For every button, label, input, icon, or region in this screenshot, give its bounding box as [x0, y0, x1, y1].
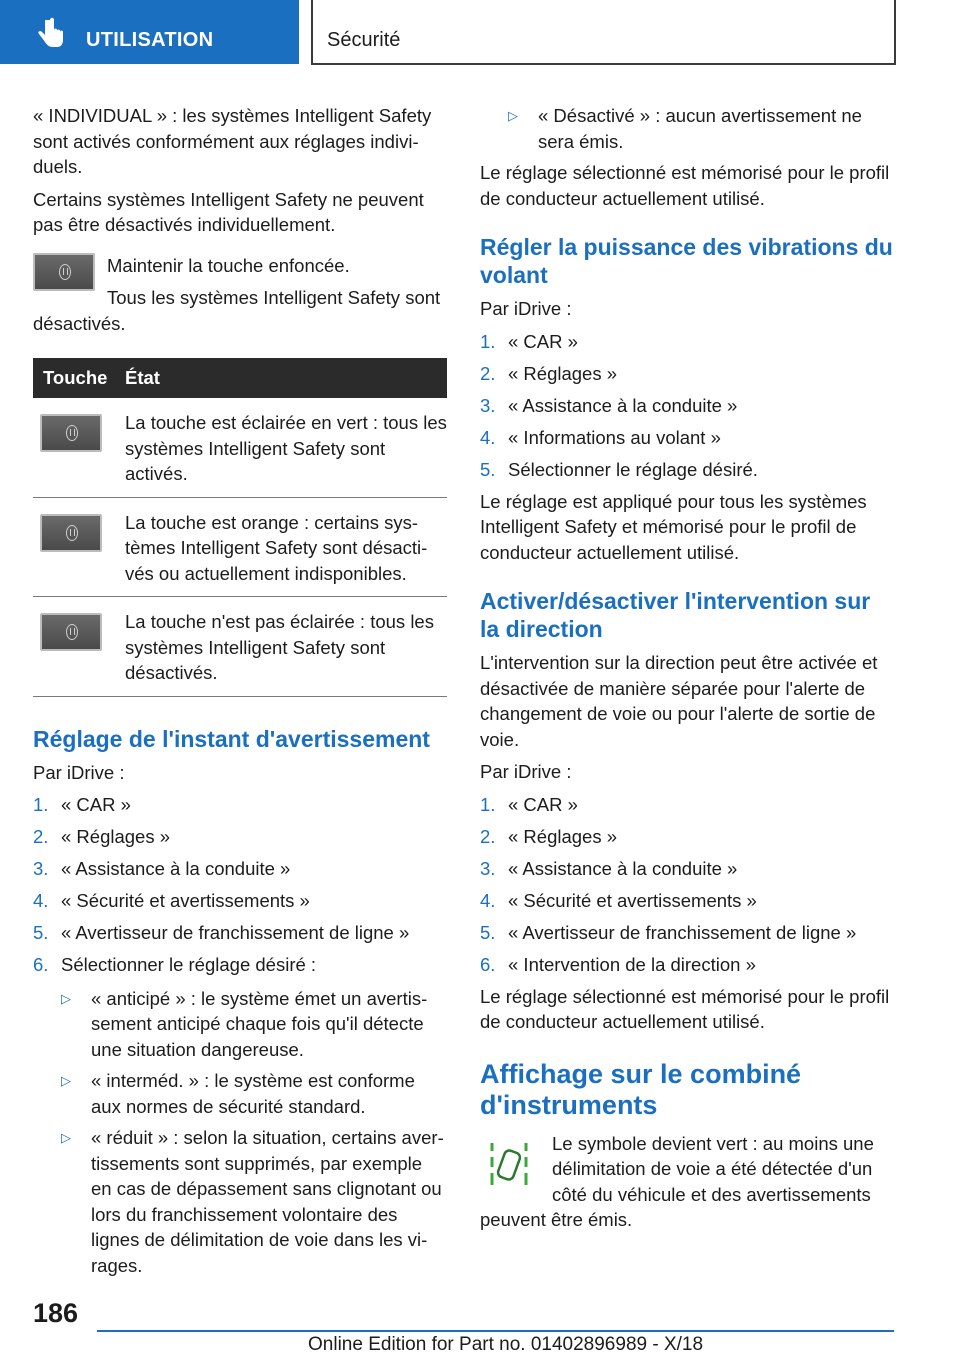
list-item: 5. « Avertisseur de franchissement de ligne » — [480, 921, 857, 943]
steps-list — [480, 792, 894, 978]
list-item: 1. « CAR » — [480, 330, 578, 352]
par-idrive-label: Par iDrive : — [33, 761, 125, 783]
button-off-icon — [40, 613, 102, 651]
list-item: 6. Sélectionner le réglage désiré : ▷ « anticipé » : le système émet un avertissement anticipé chaque fois qu'il détecte une situation dangereuse. ▷ « interméd. » : le système est conforme aux normes de sécurité standard. ▷ « réduit » : selon la situation, certains avertissements sont supprimés, par exemple en cas de dépassement sans clignotant ou lors du franchissement volontaire des lignes de délimitation de voie dans les virages. — [33, 952, 447, 1278]
paragraph-cannot-deactivate: Certains systèmes Intelligent Safety ne peuvent pas être désactivés individuellement. — [33, 188, 424, 235]
section-title: Sécurité — [327, 29, 401, 51]
chapter-tab-label: UTILISATION — [86, 29, 214, 51]
steps-list — [33, 792, 447, 1278]
list-item: 3. « Assistance à la conduite » — [480, 857, 738, 879]
triangle-bullet-icon: ▷ — [61, 1073, 71, 1088]
section-header — [311, 0, 896, 65]
heading-steering-intervention: Activer/désactiver l'intervention sur la direction — [480, 588, 871, 642]
list-item: 4. « Sécurité et avertissements » — [33, 890, 310, 911]
button-state-table — [33, 358, 447, 697]
intelligent-safety-button-icon — [33, 253, 95, 291]
table-cell-state: La touche n'est pas éclairée : tous les systèmes Intelligent Safety sont désactivés. — [125, 597, 447, 697]
saved-text-2: Le réglage sélectionné est mémorisé pour le profil de conducteur actuellement utilisé. — [480, 985, 890, 1032]
options-list — [61, 986, 447, 1279]
heading-warning-time: Réglage de l'instant d'avertissement — [33, 725, 430, 752]
table-row — [33, 597, 447, 697]
list-item: 6. « Intervention de la direction » — [480, 953, 756, 975]
intervention-text: L'intervention sur la direction peut être activée et désactivée de manière séparée pour l'alerte de changement de voie ou pour l'alerte de sortie de voie. — [480, 652, 878, 750]
option-item: ▷ « Désactivé » : aucun avertissement ne sera émis. — [508, 105, 862, 152]
applied-text: Le réglage est appliqué pour tous les systèmes Intelligent Safety et mémorisé pour le profil de conducteur actuellement utilisé. — [480, 490, 867, 563]
option-item: ▷ « réduit » : selon la situation, certains avertissements sont supprimés, par exemple en cas de dépassement sans clignotant ou lors du franchissement volontaire des lignes de délimitation de voie dans les virages. — [61, 1127, 444, 1276]
table-cell-state: La touche est éclairée en vert : tous les systèmes Intelligent Safety sont activés. — [125, 398, 447, 497]
list-item: 2. « Réglages » — [33, 826, 171, 847]
hand-pointer-icon — [36, 17, 66, 49]
triangle-bullet-icon: ▷ — [61, 990, 71, 1006]
left-column — [33, 103, 447, 1285]
option-item: ▷ « interméd. » : le système est conforme aux normes de sécurité standard. — [61, 1070, 415, 1117]
hold-button-text: Maintenir la touche enfoncée. — [107, 254, 350, 276]
symbol-green-text: Le symbole devient vert : au moins une délimitation de voie a été détectée d'un côté du véhicule et des avertissements peuvent être émis. — [480, 1132, 874, 1230]
steps-list — [480, 329, 894, 483]
heading-instrument-cluster: Affichage sur le combiné d'instruments — [480, 1058, 802, 1120]
button-green-icon — [40, 414, 102, 452]
list-item: 4. « Informations au volant » — [480, 426, 721, 448]
list-item: 1. « CAR » — [480, 793, 578, 815]
paragraph-individual: « INDIVIDUAL » : les systèmes Intelligent Safety sont activés conformément aux réglages individuels. — [33, 105, 432, 177]
table-header-touche: Touche — [33, 358, 125, 398]
par-idrive-label: Par iDrive : — [480, 298, 572, 319]
list-item: 5. Sélectionner le réglage désiré. — [480, 458, 758, 480]
lane-departure-icon — [486, 1137, 532, 1189]
heading-steering-vibration: Régler la puissance des vibrations du volant — [480, 234, 893, 288]
button-orange-icon — [40, 514, 102, 552]
lane-symbol-block — [480, 1131, 894, 1233]
option-item: ▷ « anticipé » : le système émet un avertissement anticipé chaque fois qu'il détecte une situation dangereuse. — [61, 987, 428, 1060]
footer-divider — [97, 1330, 894, 1332]
table-row — [33, 398, 447, 497]
options-list-continued — [508, 103, 894, 154]
par-idrive-label: Par iDrive : — [480, 761, 572, 782]
footer-edition-text: Online Edition for Part no. 01402896989 - X/18 — [308, 1334, 704, 1355]
list-item: 1. « CAR » — [33, 794, 131, 815]
table-header-etat: État — [125, 358, 447, 398]
list-item: 2. « Réglages » — [480, 362, 618, 384]
page-number: 186 — [33, 1298, 79, 1328]
saved-text-1: Le réglage sélectionné est mémorisé pour le profil de conducteur actuellement utilisé. — [480, 162, 890, 209]
table-cell-state: La touche est orange : certains systèmes Intelligent Safety sont désactivés ou actuellement indisponibles. — [125, 497, 447, 597]
list-item: 3. « Assistance à la conduite » — [480, 394, 738, 416]
triangle-bullet-icon: ▷ — [508, 108, 518, 123]
hold-button-block — [33, 253, 447, 337]
list-item: 5. « Avertisseur de franchissement de ligne » — [33, 922, 410, 943]
right-column — [480, 103, 894, 1240]
list-item: 3. « Assistance à la conduite » — [33, 858, 291, 879]
list-item: 2. « Réglages » — [480, 825, 618, 847]
table-row — [33, 497, 447, 597]
triangle-bullet-icon: ▷ — [61, 1130, 71, 1145]
list-item: 4. « Sécurité et avertissements » — [480, 889, 757, 911]
all-deactivated-text: Tous les systèmes Intelligent Safety sont désactivés. — [33, 287, 441, 334]
chapter-tab[interactable] — [0, 0, 299, 64]
